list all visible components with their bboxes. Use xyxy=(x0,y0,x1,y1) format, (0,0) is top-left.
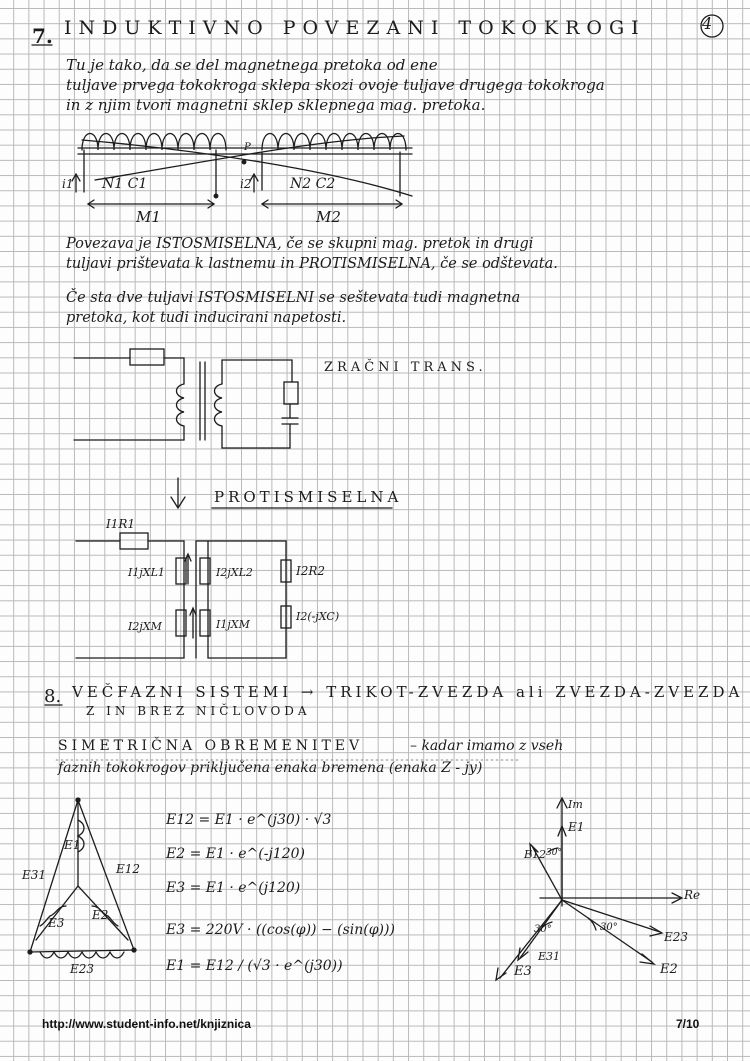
phasor-label-im: Im xyxy=(568,798,583,811)
coil-label-i1: i1 xyxy=(62,177,74,191)
phasor-label-angle-top: 30° xyxy=(546,848,562,858)
footer-url: http://www.student-info.net/knjiznica xyxy=(42,1017,251,1031)
symmetric-load-text-line-1: – kadar imamo z vseh xyxy=(410,738,564,754)
section-8-subtitle: Z IN BREZ NIČLOVODA xyxy=(86,704,311,718)
phasor-label-e1: E1 xyxy=(568,820,585,834)
phasor-label-e31: E31 xyxy=(538,950,561,963)
section-7-number: 7. xyxy=(32,24,53,48)
equation-1: E12 = E1 · e^(j30) · √3 xyxy=(166,812,332,828)
phasor-label-e2: E2 xyxy=(660,962,678,977)
section-7-title: INDUKTIVNO POVEZANI TOKOKROGI xyxy=(64,17,646,39)
circuit-label-i1jxm: I1jXM xyxy=(216,618,250,631)
air-transformer-sketch xyxy=(74,349,298,448)
phasor-label-e3: E3 xyxy=(514,964,532,979)
page-marker: 4 xyxy=(702,14,713,33)
triangle-label-e12: E12 xyxy=(116,862,141,876)
phasor-label-angle-right: 30° xyxy=(600,922,618,933)
triangle-label-e2: E2 xyxy=(92,908,109,922)
circuit-label-i2r2: I2R2 xyxy=(296,564,326,578)
equivalent-circuit-sketch xyxy=(76,533,291,658)
phasor-label-re: Re xyxy=(684,888,701,902)
circuit-label-i2jxl2: I2jXL2 xyxy=(216,566,253,579)
circuit-label-i2jxm: I2jXM xyxy=(128,620,162,633)
triangle-label-e3: E3 xyxy=(48,916,65,930)
section-7-para2-line-2: tuljavi prištevata k lastnemu in PROTISMISELNA, če se odštevata. xyxy=(66,256,558,272)
coil-label-n1c1: N1 C1 xyxy=(102,176,148,192)
triangle-label-e31: E31 xyxy=(22,868,47,882)
footer-page-number: 7/10 xyxy=(676,1017,700,1031)
circuit-label-i1r1: I1R1 xyxy=(106,517,136,531)
phasor-label-angle-left: 30° xyxy=(534,924,552,935)
equation-5: E1 = E12 / (√3 · e^(j30)) xyxy=(166,958,343,974)
section-7-intro-line-3: in z njim tvori magnetni sklep sklepnega mag. pretoka. xyxy=(66,96,486,114)
section-8-title: VEČFAZNI SISTEMI → TRIKOT-ZVEZDA ali ZVEZDA-ZVEZDA xyxy=(72,683,744,701)
triangle-label-e23: E23 xyxy=(70,962,95,976)
coupled-coils-sketch xyxy=(72,134,412,209)
circuit-label-i1jxl1: I1jXL1 xyxy=(128,566,165,579)
section-7-para3-line-2: pretoka, kot tudi inducirani napetosti. xyxy=(66,310,347,326)
coil-label-p: P xyxy=(244,142,251,153)
symmetric-load-text-line-2: faznih tokokrogov priključena enaka bremena (enaka Z - jy) xyxy=(58,760,483,776)
section-7-intro-line-2: tuljave prvega tokokroga sklepa skozi ovoje tuljave drugega tokokroga xyxy=(66,76,605,94)
equation-4: E3 = 220V · ((cos(φ)) − (sin(φ))) xyxy=(166,922,395,938)
circuit-label-i2jxc: I2(-jXC) xyxy=(296,610,340,623)
phasor-diagram-sketch xyxy=(496,798,682,980)
coil-label-n2c2: N2 C2 xyxy=(290,176,336,192)
phasor-label-e23: E23 xyxy=(664,930,689,944)
air-transformer-label: ZRAČNI TRANS. xyxy=(324,360,487,375)
coil-label-i2: i2 xyxy=(240,177,252,191)
symmetric-load-heading: SIMETRIČNA OBREMENITEV xyxy=(58,738,364,754)
coil-label-m1: M1 xyxy=(136,208,161,226)
section-8-number: 8. xyxy=(44,686,62,707)
section-7-para2-line-1: Povezava je ISTOSMISELNA, če se skupni mag. pretok in drugi xyxy=(66,236,534,252)
section-7-intro-line-1: Tu je tako, da se del magnetnega pretoka od ene xyxy=(66,56,438,74)
phasor-label-e12: E12 xyxy=(524,848,547,861)
protismiselna-label: PROTISMISELNA xyxy=(214,488,403,506)
coil-label-m2: M2 xyxy=(316,208,341,226)
triangle-label-e1: E1 xyxy=(64,838,81,852)
equation-3: E3 = E1 · e^(j120) xyxy=(166,880,301,896)
equation-2: E2 = E1 · e^(-j120) xyxy=(166,846,305,862)
section-7-para3-line-1: Če sta dve tuljavi ISTOSMISELNI se seštevata tudi magnetna xyxy=(66,290,521,306)
